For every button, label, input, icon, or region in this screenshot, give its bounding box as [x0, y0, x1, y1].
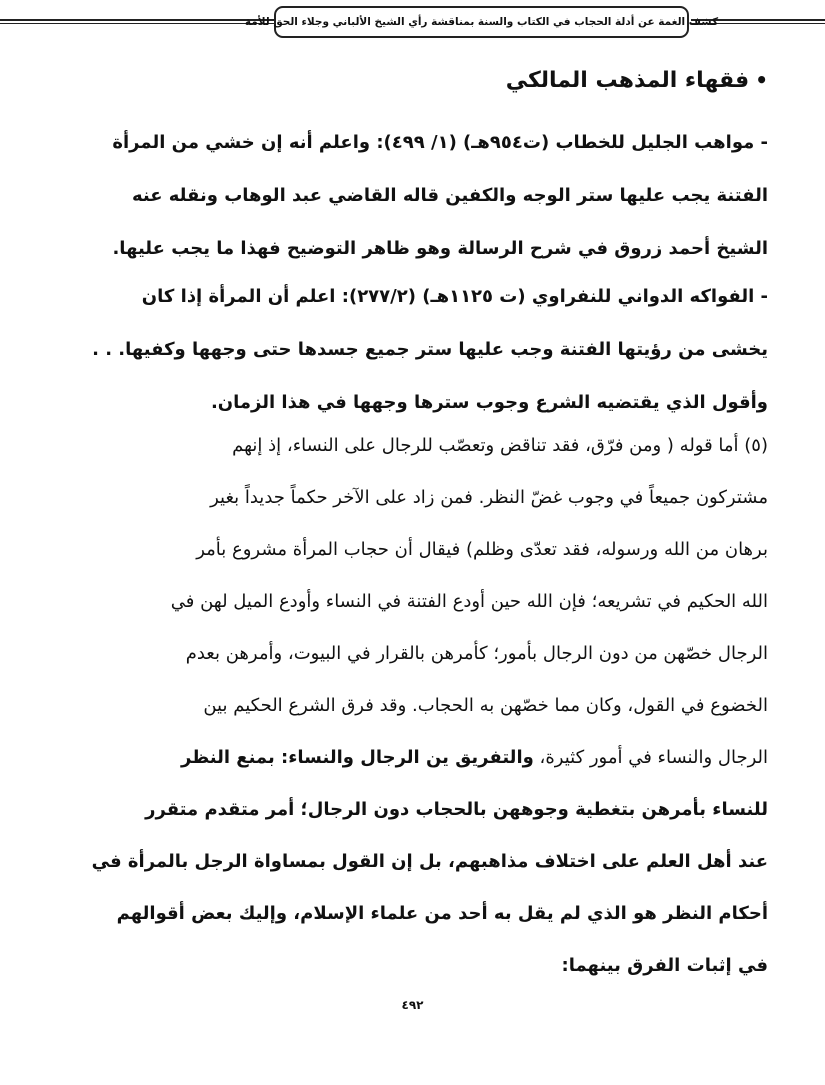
- paragraph-line: عند أهل العلم على اختلاف مذاهبهم، بل إن القول بمساواة الرجل بالمرأة في: [91, 851, 768, 872]
- section-heading: [506, 68, 768, 93]
- line-bold-part: والتفريق ين الرجال والنساء: بمنع النظر: [181, 747, 534, 768]
- paragraph-line: مشتركون جميعاً في وجوب غضّ النظر. فمن زاد على الآخر حكماً جديداً بغير: [210, 487, 768, 508]
- paragraph-line: وأقول الذي يقتضيه الشرع وجوب سترها وجهها في هذا الزمان.: [210, 392, 768, 413]
- paragraph-line: يخشى من رؤيتها الفتنة وجب عليها ستر جميع جسدها حتى وجهها وكفيها. . .: [92, 339, 768, 360]
- header-rule-left: [0, 19, 274, 24]
- paragraph-line: الشيخ أحمد زروق في شرح الرسالة وهو ظاهر التوضيح فهذا ما يجب عليها.: [112, 238, 768, 259]
- paragraph-line: (٥) أما قوله ( ومن فرّق، فقد تناقض وتعصّب للرجال على النساء، إذ إنهم: [232, 435, 768, 456]
- paragraph-line: - الفواكه الدواني للنفراوي (ت ١١٢٥هـ) (٢٧٧/٢): اعلم أن المرأة إذا كان: [141, 286, 768, 307]
- paragraph-line: الخضوع في القول، وكان مما خصّهن به الحجاب. وقد فرق الشرع الحكيم بين: [203, 695, 768, 716]
- paragraph-line-mixed: [60, 732, 768, 784]
- paragraph-line: أحكام النظر هو الذي لم يقل به أحد من علماء الإسلام، وإليك بعض أقوالهم: [116, 903, 768, 924]
- heading-text: فقهاء المذهب المالكي: [505, 68, 750, 93]
- paragraph-line: في إثبات الفرق بينهما:: [561, 955, 768, 976]
- paragraph-line: الله الحكيم في تشريعه؛ فإن الله حين أودع الفتنة في النساء وأودع الميل لهن في: [170, 591, 768, 612]
- paragraph-line: برهان من الله ورسوله، فقد تعدّى وظلم) فيقال أن حجاب المرأة مشروع بأمر: [196, 539, 768, 560]
- paragraph-line: للنساء بأمرهن بتغطية وجوههن بالحجاب دون الرجال؛ أمر متقدم متقرر: [145, 799, 768, 820]
- footnote-paragraph: [60, 420, 768, 992]
- running-header-title: كشف الغمة عن أدلة الحجاب في الكتاب والسنة بمناقشة رأي الشيخ الألباني وجلاء الحق للأمة: [244, 16, 719, 28]
- paragraph-line: الرجال خصّهن من دون الرجال بأمور؛ كأمرهن بالقرار في البيوت، وأمرهن بعدم: [185, 643, 768, 664]
- page-number: ٤٩٢: [401, 998, 424, 1012]
- paragraph-mawahib: [60, 116, 768, 275]
- running-header: [244, 6, 719, 38]
- paragraph-line: الفتنة يجب عليها ستر الوجه والكفين قاله القاضي عبد الوهاب ونقله عنه: [131, 185, 768, 206]
- paragraph-fawakih: [60, 270, 768, 429]
- line-normal-part: الرجال والنساء في أمور كثيرة،: [533, 747, 768, 768]
- heading-bullet: •: [755, 68, 768, 92]
- paragraph-line: - مواهب الجليل للخطاب (ت٩٥٤هـ) (١/ ٤٩٩): واعلم أنه إن خشي من المرأة: [112, 132, 768, 153]
